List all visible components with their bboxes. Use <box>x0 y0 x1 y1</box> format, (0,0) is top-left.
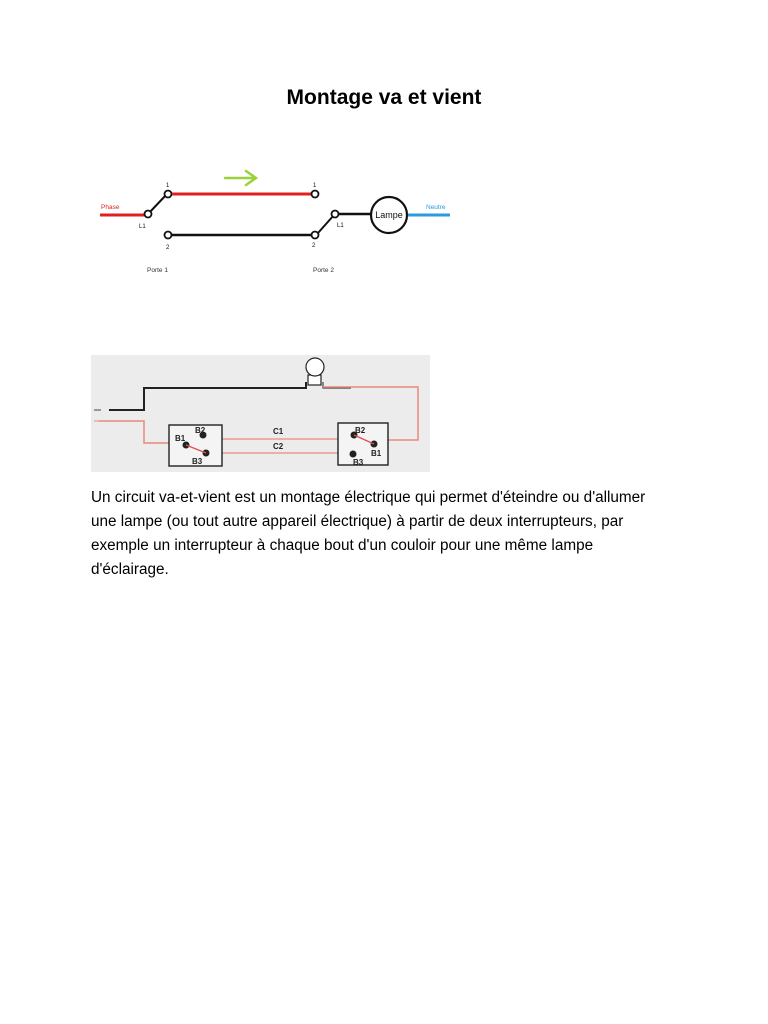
page-title: Montage va et vient <box>286 86 482 109</box>
switch1-common-terminal <box>145 211 152 218</box>
current-arrow-icon <box>225 171 256 185</box>
switch1-terminal-1 <box>165 191 172 198</box>
lamp-label: Lampe <box>375 210 403 220</box>
right-b2-label: B2 <box>355 426 366 435</box>
left-b1-label: B1 <box>175 434 186 443</box>
switch2-lever <box>318 215 334 233</box>
wiring-diagram <box>91 355 430 472</box>
left-b2-label: B2 <box>195 426 206 435</box>
switch1-common-label: L1 <box>139 224 146 230</box>
neutre-label: Neutre <box>426 204 446 211</box>
right-b1-label: B1 <box>371 449 382 458</box>
switch1-term1-label: 1 <box>166 183 170 189</box>
left-b3-label: B3 <box>192 457 203 466</box>
switch2-common-terminal <box>332 211 339 218</box>
c1-label: C1 <box>273 427 284 436</box>
c2-label: C2 <box>273 442 284 451</box>
right-b3-terminal <box>350 451 357 458</box>
switch2-common-label: L1 <box>337 223 344 229</box>
two-way-switch-schematic <box>92 160 462 285</box>
body-paragraph: Un circuit va-et-vient est un montage électrique qui permet d'éteindre ou d'allumer une lampe (ou tout autre appareil électrique) à partir de deux interrupteurs, par exemple un interrupteur à chaque bout d'un couloir pour une même lampe d'éclairage. <box>91 489 646 578</box>
switch1-term2-label: 2 <box>166 245 170 251</box>
switch1-terminal-2 <box>165 232 172 239</box>
switch2-terminal-1 <box>312 191 319 198</box>
switch2-terminal-2 <box>312 232 319 239</box>
switch2-term2-label: 2 <box>312 243 316 249</box>
lamp-icon <box>306 358 324 385</box>
porte1-label: Porte 1 <box>147 267 168 274</box>
right-b3-label: B3 <box>353 458 364 467</box>
phase-label: Phase <box>101 204 120 211</box>
porte2-label: Porte 2 <box>313 267 334 274</box>
switch2-term1-label: 1 <box>313 183 317 189</box>
